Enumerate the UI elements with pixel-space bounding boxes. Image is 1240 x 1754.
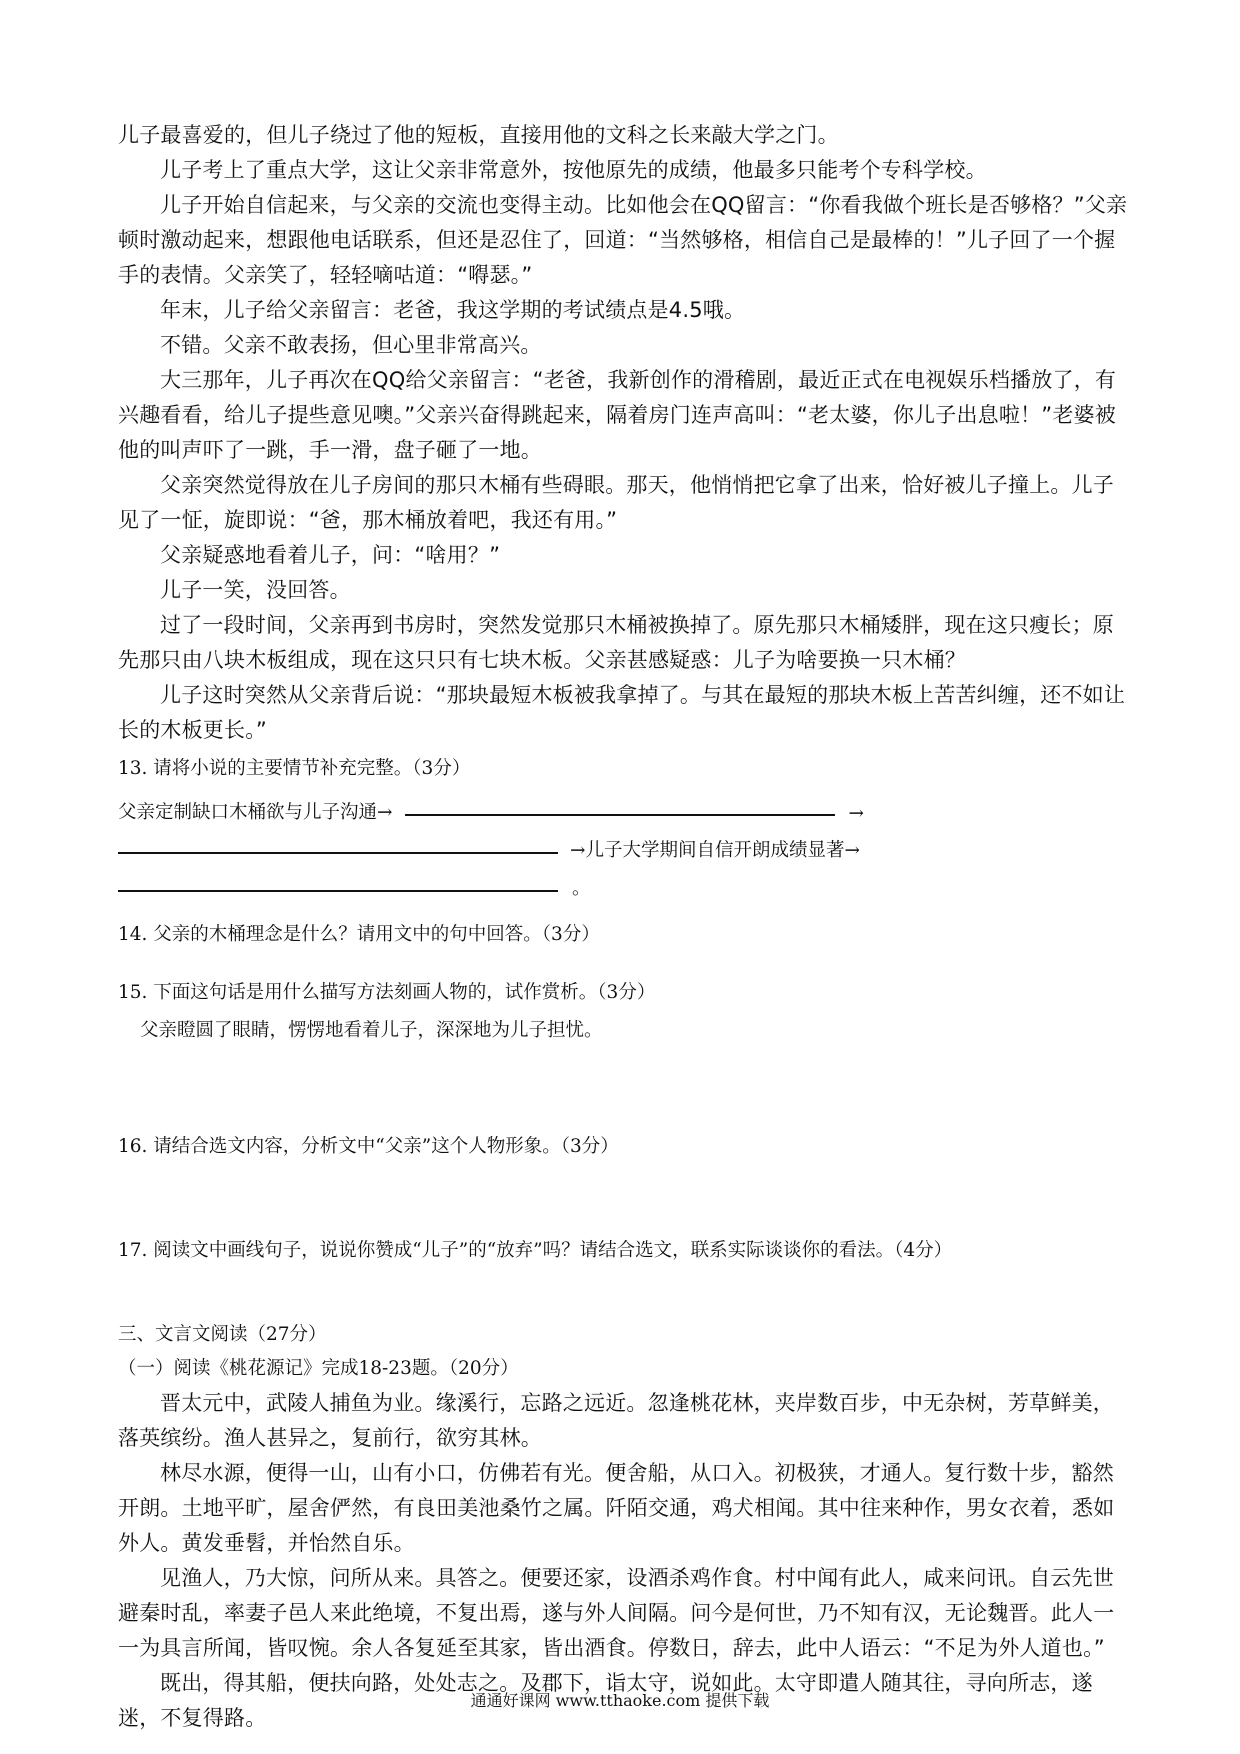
story-paragraph: 大三那年，儿子再次在QQ给父亲留言：“老爸，我新创作的滑稽剧，最近正式在电视娱乐档播放了，有兴趣看看，给儿子提些意见噢。”父亲兴奋得跳起来，隔着房门连声高叫：“老太婆，你儿子出息啦！”老婆被他的叫声吓了一跳，手一滑，盘子砸了一地。 <box>118 368 1117 462</box>
classical-paragraph: 既出，得其船，便扶向路，处处志之。及郡下，诣太守，说如此。太守即遣人随其往，寻向所志，遂迷，不复得路。 <box>118 1671 1093 1730</box>
story-paragraph: 儿子开始自信起来，与父亲的交流也变得主动。比如他会在QQ留言：“你看我做个班长是否够格？”父亲顿时激动起来，想跟他电话联系，但还是忍住了，回道：“当然够格，相信自己是最棒的！”儿子回了一个握手的表情。父亲笑了，轻轻嘀咕道：“嘚瑟。” <box>118 193 1128 287</box>
classical-paragraph: 林尽水源，便得一山，山有小口，仿佛若有光。便舍船，从口入。初极狭，才通人。复行数十步，豁然开朗。土地平旷，屋舍俨然，有良田美池桑竹之属。阡陌交通，鸡犬相闻。其中往来种作，男女衣着，悉如外人。黄发垂髫，并怡然自乐。 <box>118 1461 1115 1555</box>
story-paragraph: 儿子一笑，没回答。 <box>160 578 351 602</box>
story-paragraph: 父亲突然觉得放在儿子房间的那只木桶有些碍眼。那天，他悄悄把它拿了出来，恰好被儿子撞上。儿子见了一怔，旋即说：“爸，那木桶放着吧，我还有用。” <box>118 473 1114 532</box>
q13-answer-row-3 <box>118 862 1130 900</box>
question-16: 16. 请结合选文内容，分析文中“父亲”这个人物形象。（3分） <box>118 1136 619 1157</box>
story-paragraph: 父亲疑惑地看着儿子，问：“啥用？” <box>160 543 501 567</box>
question-15-quote: 父亲瞪圆了眼睛，愣愣地看着儿子，深深地为儿子担忧。 <box>140 1020 603 1041</box>
question-17: 17. 阅读文中画线句子，说说你赞成“儿子”的“放弃”吗？请结合选文，联系实际谈谈你的看法。（4分） <box>118 1240 953 1261</box>
story-paragraph: 儿子最喜爱的，但儿子绕过了他的短板，直接用他的文科之长来敲大学之门。 <box>118 123 839 147</box>
question-15: 15. 下面这句话是用什么描写方法刻画人物的，试作赏析。（3分） <box>118 982 656 1003</box>
classical-paragraph: 见渔人，乃大惊，问所从来。具答之。便要还家，设酒杀鸡作食。村中闻有此人，咸来问讯。自云先世避秦时乱，率妻子邑人来此绝境，不复出焉，遂与外人间隔。问今是何世，乃不知有汉，无论魏晋。此人一一为具言所闻，皆叹惋。余人各复延至其家，皆出酒食。停数日，辞去，此中人语云：“不足为外人道也。” <box>118 1566 1115 1660</box>
exam-page <box>118 118 1130 1736</box>
story-paragraph: 儿子这时突然从父亲背后说：“那块最短木板被我拿掉了。与其在最短的那块木板上苦苦纠缠，还不如让长的木板更长。” <box>118 683 1126 742</box>
section-subheading: （一）阅读《桃花源记》完成18-23题。（20分） <box>118 1358 519 1379</box>
story-paragraph: 年末，儿子给父亲留言：老爸，我这学期的考试绩点是4.5哦。 <box>160 298 746 322</box>
q13-plot-1: 父亲定制缺口木桶欲与儿子沟通→ <box>118 802 393 823</box>
answer-blank-3[interactable] <box>118 889 558 892</box>
classical-paragraph: 晋太元中，武陵人捕鱼为业。缘溪行，忘路之远近。忽逢桃花林，夹岸数百步，中无杂树，芳草鲜美，落英缤纷。渔人甚异之，复前行，欲穷其林。 <box>118 1391 1114 1450</box>
answer-blank-1[interactable] <box>405 813 835 816</box>
answer-blank-2[interactable] <box>118 851 558 854</box>
page-footer: 通通好课网 www.tthaoke.com 提供下载 <box>470 1691 770 1710</box>
q13-period: 。 <box>572 878 591 899</box>
q13-arrow: → <box>848 803 865 824</box>
q13-plot-3: →儿子大学期间自信开朗成绩显著→ <box>570 840 861 861</box>
story-paragraph: 儿子考上了重点大学，这让父亲非常意外，按他原先的成绩，他最多只能考个专科学校。 <box>160 158 987 182</box>
story-paragraph: 过了一段时间，父亲再到书房时，突然发觉那只木桶被换掉了。原先那只木桶矮胖，现在这只瘦长；原先那只由八块木板组成，现在这只只有七块木板。父亲甚感疑惑：儿子为啥要换一只木桶？ <box>118 613 1114 672</box>
question-14: 14. 父亲的木桶理念是什么？请用文中的句中回答。（3分） <box>118 924 600 945</box>
question-13: 13. 请将小说的主要情节补充完整。（3分） <box>118 758 471 779</box>
section-heading: 三、文言文阅读（27分） <box>118 1324 327 1345</box>
story-paragraph: 不错。父亲不敢表扬，但心里非常高兴。 <box>160 333 542 357</box>
q13-answer-row-1 <box>118 786 1130 824</box>
q13-answer-row-2 <box>118 824 1130 862</box>
